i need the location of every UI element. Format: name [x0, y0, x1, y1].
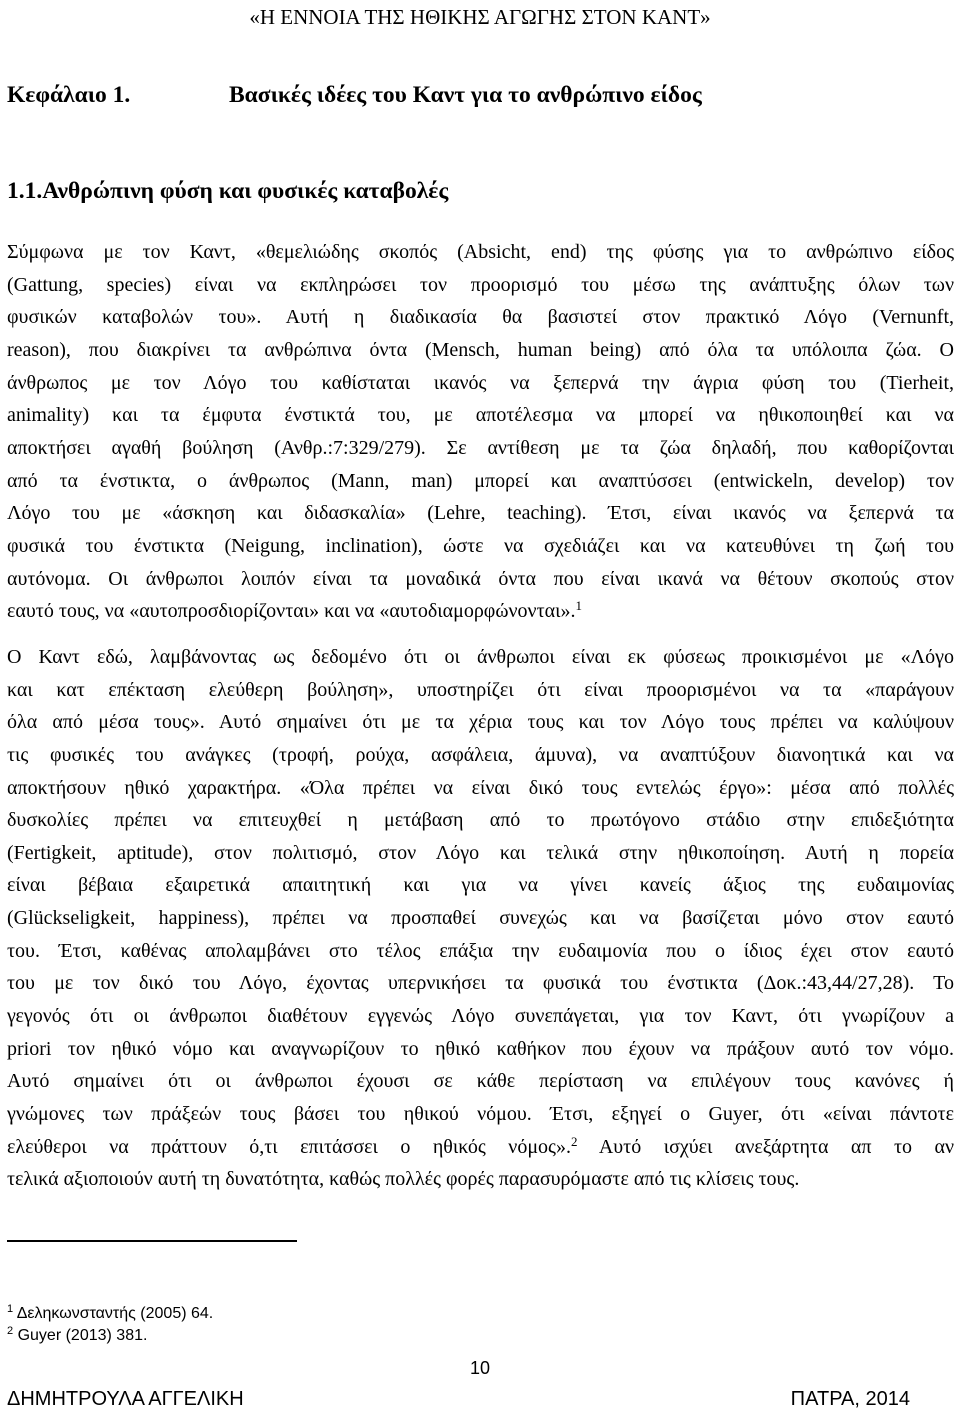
footnote-1: [7, 1303, 213, 1325]
text-line: Σύμφωνα με τον Καντ, «θεμελιώδης σκοπός (Absicht, end) της φύσης για το ανθρώπινο είδος: [7, 241, 954, 263]
footnote-ref-1[interactable]: 1: [575, 598, 582, 614]
footnote-text: Guyer (2013) 381.: [17, 1327, 148, 1344]
text-line: αποκτήσει αγαθή βούληση (Ανθρ.:7:329/279). Σε αντίθεση με τα ζώα δηλαδή, που καθορίζονται: [7, 436, 954, 459]
text-segment: εαυτό τους, να «αυτοπροσδιορίζονται» και να «αυτοδιαμορφώνονται».: [7, 600, 576, 623]
text-line: γνώμονες των πράξεών τους βάσει του ηθικού νόμου. Έτσι, εξηγεί ο Guyer, ότι «είναι πάντοτε: [7, 1103, 954, 1126]
text-line: από τα ένστικτα, ο άνθρωπος (Mann, man) μπορεί και αναπτύσσει (entwickeln, develop) τον: [7, 469, 954, 492]
body-text: [7, 236, 954, 1196]
footnote-ref-2[interactable]: 2: [570, 1133, 578, 1149]
paragraph-1: [7, 236, 954, 628]
text-segment: Αυτό ισχύει ανεξάρτητα απ το αν: [577, 1135, 955, 1158]
text-line: είναι βέβαια εξαιρετικά απαιτητική και για να γίνει κανείς άξιος της ευδαιμονίας: [7, 874, 954, 897]
footnote-text: Δεληκωνσταντής (2005) 64.: [16, 1305, 214, 1322]
text-line: τις φυσικές του ανάγκες (τροφή, ρούχα, ασφάλεια, άμυνα), να αναπτύξουν διανοητικά και να: [7, 743, 954, 766]
text-line: του. Έτσι, καθένας απολαμβάνει στο τέλος επάξια την ευδαιμονία που ο ίδιος έχει στον εαυτό: [7, 939, 954, 962]
footer-place-year: ΠΑΤΡΑ, 2014: [790, 1388, 910, 1410]
chapter-heading: [7, 80, 960, 110]
footnote-number: 1: [7, 1303, 14, 1315]
text-line: αυτόνομα. Οι άνθρωποι λοιπόν είναι τα μοναδικά όντα που είναι ικανά να θέτουν σκοπούς στον: [7, 567, 954, 590]
text-line: (Glückseligkeit, happiness), πρέπει να προσπαθεί συνεχώς και να βασίζεται μόνο στον εαυτό: [7, 907, 954, 930]
text-line: (Fertigkeit, aptitude), στον πολιτισμό, στον Λόγο και τελικά στην ηθικοποίηση. Αυτή η πορεία: [7, 841, 954, 864]
text-line: και κατ επέκταση ελεύθερη βούληση», υποστηρίζει ότι είναι προορισμένοι να τα «παράγουν: [7, 678, 954, 701]
text-line: φυσικών καταβολών του». Αυτή η διαδικασία θα βασιστεί στον πρακτικό Λόγο (Vernunft,: [7, 306, 954, 329]
text-line: reason), που διακρίνει τα ανθρώπινα όντα (Mensch, human being) από όλα τα υπόλοιπα ζώα. Ο: [7, 338, 954, 361]
footer-author: ΔΗΜΗΤΡΟΥΛΑ ΑΓΓΕΛΙΚΗ: [7, 1388, 244, 1410]
text-line: Αυτό σημαίνει ότι οι άνθρωποι έχουσι σε κάθε περίσταση να επιλέγουν τους κανόνες ή: [7, 1070, 954, 1093]
text-line: γεγονός ότι οι άνθρωποι διαθέτουν εγγενώς Λόγο συνεπάγεται, για τον Καντ, ότι γνωρίζουν a: [7, 1005, 954, 1028]
text-segment: ελεύθεροι να πράττουν ό,τι επιτάσσει ο ηθικός νόμος».: [7, 1135, 571, 1158]
text-line: τελικά αξιοποιούν αυτή τη δυνατότητα, καθώς πολλές φορές παρασυρόμαστε από τις κλίσεις τους.: [7, 1168, 800, 1191]
footnote-divider: [7, 1240, 297, 1242]
text-line: όλα από μέσα τους». Αυτό σημαίνει ότι με τα χέρια τους και τον Λόγο τους πρέπει να καλύψουν: [7, 711, 954, 734]
text-line: άνθρωπος με τον Λόγο του καθίσταται ικανός να ξεπερνά την άγρια φύση του (Tierheit,: [7, 371, 954, 394]
paragraph-2: [7, 641, 954, 1196]
running-header: «Η ΕΝΝΟΙΑ ΤΗΣ ΗΘΙΚΗΣ ΑΓΩΓΗΣ ΣΤΟΝ ΚΑΝΤ»: [249, 5, 711, 29]
text-line: (Gattung, species) είναι να εκπληρώσει τον προορισμό του μέσω της ανάπτυξης όλων των: [7, 273, 954, 296]
chapter-number: Κεφάλαιο 1.: [7, 82, 131, 108]
footnote-2: [7, 1325, 213, 1347]
footnote-number: 2: [7, 1325, 14, 1337]
text-line: αποκτήσουν ηθικό χαρακτήρα. «Όλα πρέπει να είναι δικό τους εντελώς έργο»: μέσα από πολλές: [7, 776, 954, 799]
chapter-title: Βασικές ιδέες του Καντ για το ανθρώπινο είδος: [229, 82, 702, 108]
text-line: του με τον δικό του Λόγο, έχοντας υπερνικήσει τα φυσικά του ένστικτα (Δοκ.:43,44/27,28). Το: [7, 972, 954, 995]
text-line: Λόγο του με «άσκηση και διδασκαλία» (Lehre, teaching). Έτσι, είναι ικανός να ξεπερνά τα: [7, 502, 954, 525]
footnotes: [7, 1303, 213, 1347]
section-heading: 1.1.Ανθρώπινη φύση και φυσικές καταβολές: [7, 178, 449, 204]
text-line: φυσικά του ένστικτα (Neigung, inclination), ώστε να σχεδιάζει και να κατευθύνει τη ζωή του: [7, 534, 954, 557]
text-line: animality) και τα έμφυτα ένστικτά του, με αποτέλεσμα να μπορεί να ηθικοποιηθεί και να: [7, 404, 954, 427]
text-line: Ο Καντ εδώ, λαμβάνοντας ως δεδομένο ότι οι άνθρωποι είναι εκ φύσεως προικισμένοι με «Λόγο: [7, 645, 954, 668]
text-line: priori τον ηθικό νόμο και αναγνωρίζουν το ηθικό καθήκον που έχουν να πράξουν αυτό τον νόμο.: [7, 1037, 954, 1060]
text-line: δυσκολίες πρέπει να επιτευχθεί η μετάβαση από το πρωτόγονο στάδιο στην επιδεξιότητα: [7, 809, 954, 832]
text-line: [7, 1131, 954, 1164]
text-line: [7, 595, 954, 628]
page-number: 10: [469, 1358, 491, 1378]
